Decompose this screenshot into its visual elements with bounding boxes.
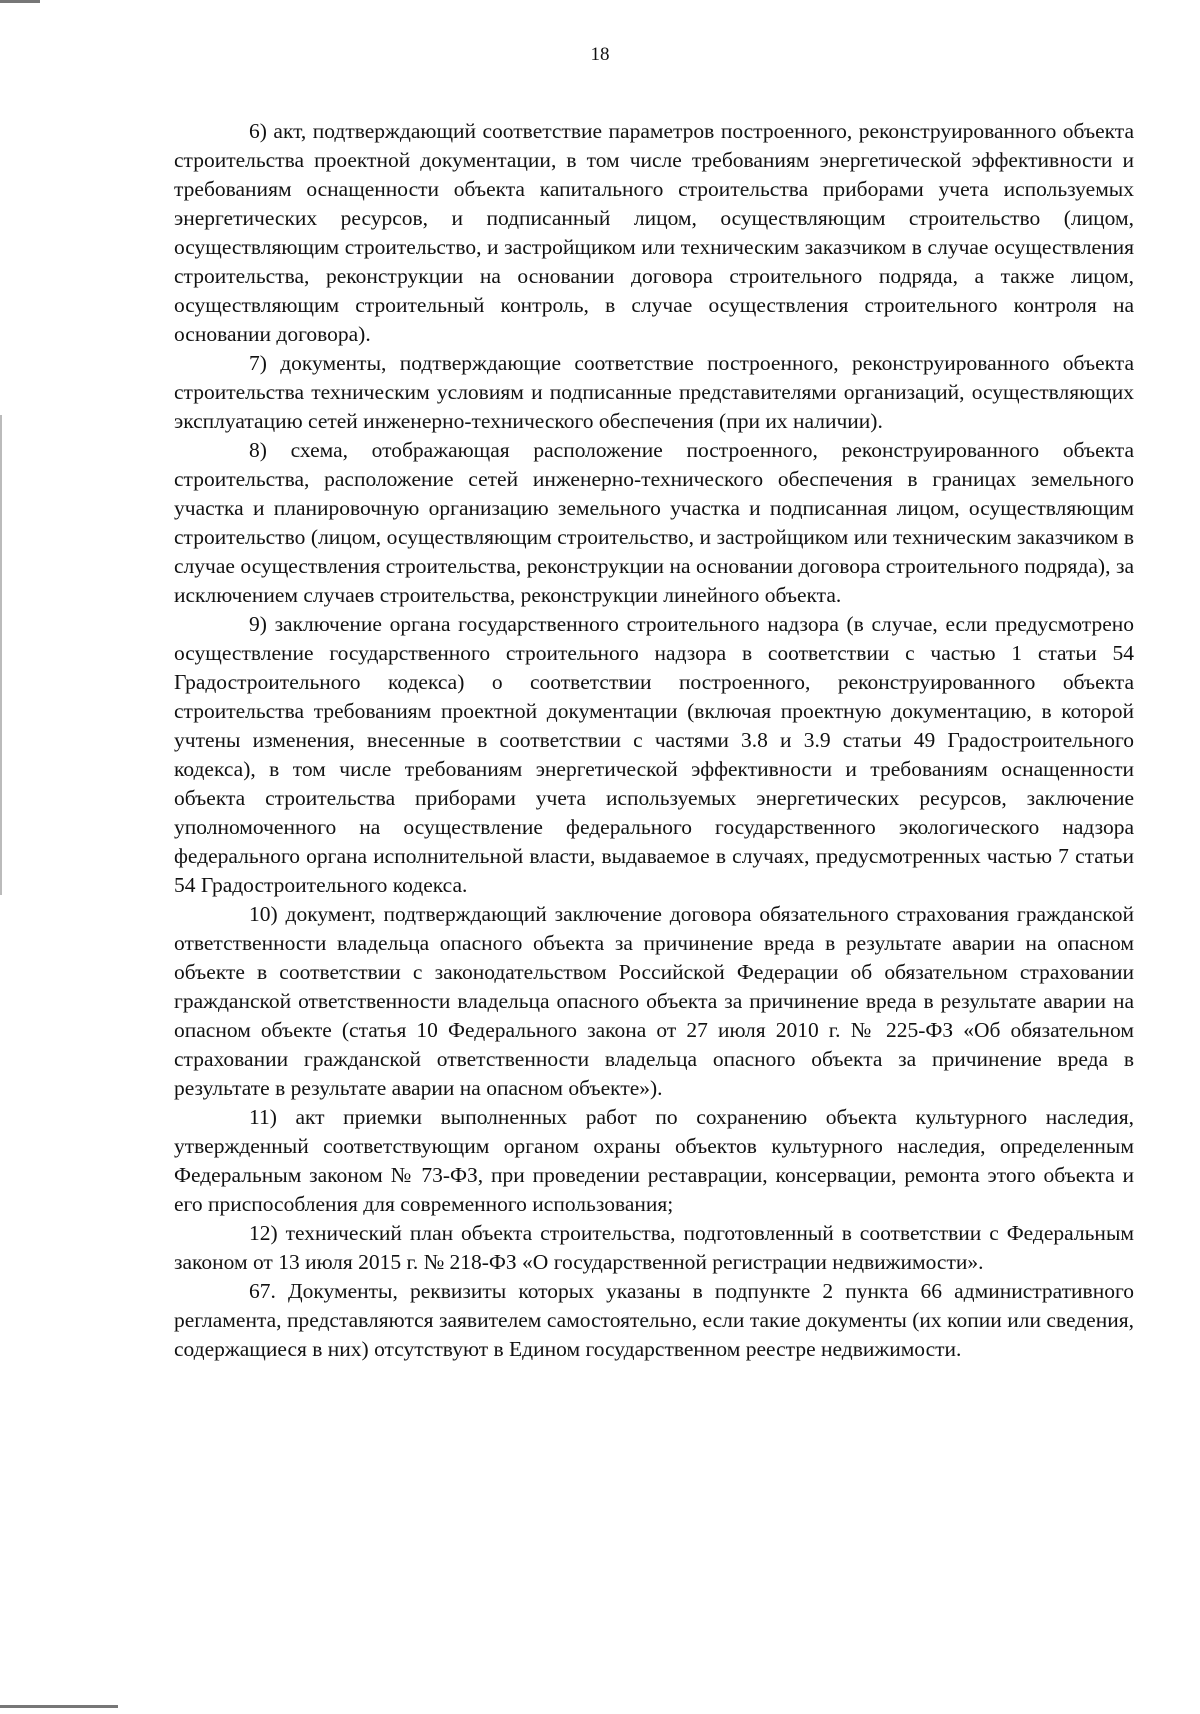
paragraph-item-11: 11) акт приемки выполненных работ по сохранению объекта культурного наследия, утвержденный соответствующим органом охраны объектов культурного наследия, определенным Федеральным законом № 73-ФЗ, при проведении реставрации, консервации, ремонта этого объекта и его приспособления для современного использования;	[174, 1105, 1134, 1216]
paragraph-item-9: 9) заключение органа государственного строительного надзора (в случае, если предусмотрено осуществление государственного строительного надзора в соответствии с частью 1 статьи 54 Градостроительного кодекса) о соответствии построенного, реконструированного объекта строительства требованиям проектной документации (включая проектную документацию, в которой учтены изменения, внесенные в соответствии с частями 3.8 и 3.9 статьи 49 Градостроительного кодекса), в том числе требованиям энергетической эффективности и требованиям оснащенности объекта строительства приборами учета используемых энергетических ресурсов, заключение уполномоченного на осуществление федерального государственного экологического надзора федерального органа исполнительной власти, выдаваемое в случаях, предусмотренных частью 7 статьи 54 Градостроительного кодекса.	[174, 612, 1134, 897]
paragraph-item-6: 6) акт, подтверждающий соответствие параметров построенного, реконструированного объекта строительства проектной документации, в том числе требованиям энергетической эффективности и требованиям оснащенности объекта капитального строительства приборами учета используемых энергетических ресурсов, и подписанный лицом, осуществляющим строительство (лицом, осуществляющим строительство, и застройщиком или техническим заказчиком в случае осуществления строительства, реконструкции на основании договора строительного подряда, а также лицом, осуществляющим строительный контроль, в случае осуществления строительного контроля на основании договора).	[174, 119, 1134, 346]
paragraph-item-8: 8) схема, отображающая расположение построенного, реконструированного объекта строительства, расположение сетей инженерно-технического обеспечения в границах земельного участка и планировочную организацию земельного участка и подписанная лицом, осуществляющим строительство (лицом, осуществляющим строительство, и застройщиком или техническим заказчиком в случае осуществления строительства, реконструкции на основании договора строительного подряда), за исключением случаев строительства, реконструкции линейного объекта.	[174, 438, 1134, 607]
scan-edge-mark-bottom	[0, 1705, 118, 1708]
paragraph-clause-67: 67. Документы, реквизиты которых указаны в подпункте 2 пункта 66 административного регламента, представляются заявителем самостоятельно, если такие документы (их копии или сведения, содержащиеся в них) отсутствуют в Едином государственном реестре недвижимости.	[174, 1279, 1134, 1361]
paragraph-item-7: 7) документы, подтверждающие соответствие построенного, реконструированного объекта строительства техническим условиям и подписанные представителями организаций, осуществляющих эксплуатацию сетей инженерно-технического обеспечения (при их наличии).	[174, 351, 1134, 433]
paragraph-item-10: 10) документ, подтверждающий заключение договора обязательного страхования гражданской ответственности владельца опасного объекта за причинение вреда в результате аварии на опасном объекте в соответствии с законодательством Российской Федерации об обязательном страховании гражданской ответственности владельца опасного объекта за причинение вреда в результате аварии на опасном объекте (статья 10 Федерального закона от 27 июля 2010 г. № 225-ФЗ «Об обязательном страховании гражданской ответственности владельца опасного объекта за причинение вреда в результате в результате аварии на опасном объекте»).	[174, 902, 1134, 1100]
paragraph-item-12: 12) технический план объекта строительства, подготовленный в соответствии с Федеральным законом от 13 июля 2015 г. № 218-ФЗ «О государственной регистрации недвижимости».	[174, 1221, 1134, 1274]
scan-edge-mark-left	[0, 415, 2, 895]
page-number: 18	[590, 44, 610, 65]
scan-edge-mark-top	[0, 0, 40, 3]
document-body	[174, 117, 1134, 1364]
